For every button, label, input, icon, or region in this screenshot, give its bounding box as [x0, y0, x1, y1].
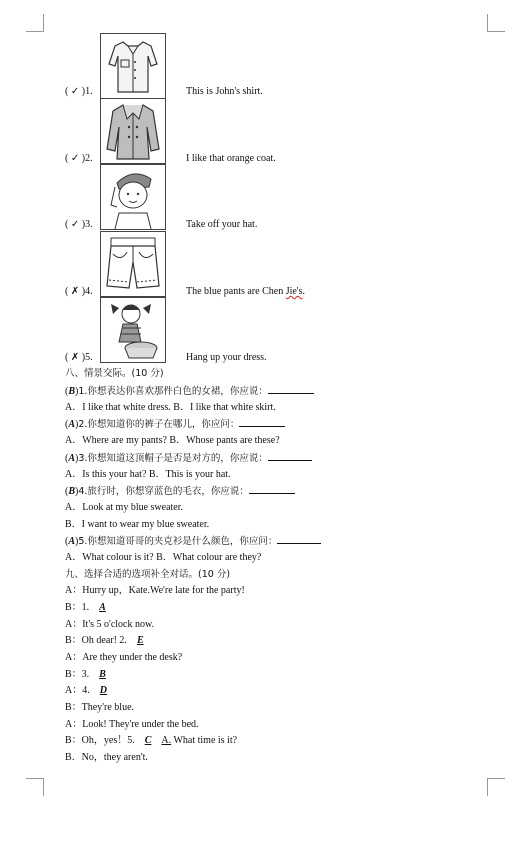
crop-mark-top-right-v	[487, 14, 488, 32]
picture-3-text: Take off your hat.	[186, 219, 258, 230]
girl-washing-icon	[101, 298, 165, 362]
answer-blank	[277, 534, 321, 544]
picture-girl-washing	[100, 297, 166, 363]
dialog-line-1: A：Hurry up，Kate.We're late for the party!	[65, 585, 245, 596]
s8-q3-stem: (A)3.你想知道这顶帽子是否是对方的，你应说：	[65, 451, 312, 465]
dialog-line-8: B：They're blue.	[65, 702, 135, 713]
coat-icon	[101, 99, 165, 163]
crop-mark-bottom-left-v	[43, 778, 44, 796]
answer-blank	[268, 384, 314, 394]
dialog-line-6: B：3. B	[65, 669, 106, 680]
answer-blank	[268, 451, 312, 461]
picture-3-number: ( ✓ )3.	[65, 219, 93, 230]
picture-2-text: I like that orange coat.	[186, 153, 276, 164]
s8-q2-stem: (A)2.你想知道你的裤子在哪儿，你应问：	[65, 417, 285, 431]
s8-q4-option-b: B．I want to wear my blue sweater.	[65, 519, 210, 530]
s8-q1-stem: (B)1.你想表达你喜欢那件白色的女裙，你应说：	[65, 384, 314, 398]
shirt-icon	[101, 34, 165, 98]
section-9-heading: 九、选择合适的选项补全对话。(10 分)	[65, 569, 231, 580]
pants-icon	[101, 232, 165, 296]
dialog-line-9: A：Look! They're under the bed.	[65, 719, 199, 730]
crop-mark-top-left-h	[26, 31, 44, 32]
hat-boy-icon	[101, 165, 165, 229]
picture-2-number: ( ✓ )2.	[65, 153, 93, 164]
dialog-line-7: A：4. D	[65, 685, 107, 696]
dialog-line-10: B：Oh，yes！5. C A. What time is it?	[65, 735, 238, 746]
s8-q3-options: A．Is this your hat? B．This is your hat.	[65, 469, 231, 480]
dialog-line-4: B：Oh dear! 2. E	[65, 635, 144, 646]
crop-mark-bottom-right-h	[487, 778, 505, 779]
picture-shirt	[100, 33, 166, 99]
s8-q1-options: A．I like that white dress. B．I like that white skirt.	[65, 402, 276, 413]
picture-pants	[100, 231, 166, 297]
picture-5-text: Hang up your dress.	[186, 352, 267, 363]
dialog-line-5: A：Are they under the desk?	[65, 652, 183, 663]
picture-4-text: The blue pants are Chen Jie's.	[186, 286, 305, 297]
section-8-heading: 八、情景交际。(10 分)	[65, 368, 164, 379]
picture-5-number: ( ✗ )5.	[65, 352, 93, 363]
crop-mark-top-left-v	[43, 14, 44, 32]
crop-mark-bottom-right-v	[487, 778, 488, 796]
picture-coat	[100, 98, 166, 164]
dialog-line-3: A：It's 5 o'clock now.	[65, 619, 155, 630]
picture-1-number: ( ✓ )1.	[65, 86, 93, 97]
picture-4-number: ( ✗ )4.	[65, 286, 93, 297]
picture-1-text: This is John's shirt.	[186, 86, 263, 97]
crop-mark-bottom-left-h	[26, 778, 44, 779]
answer-blank	[239, 417, 285, 427]
answer-blank	[249, 484, 295, 494]
picture-boy-hat	[100, 164, 166, 230]
dialog-line-11: B．No，they aren't.	[65, 752, 148, 763]
s8-q5-options: A．What colour is it? B．What colour are they?	[65, 552, 262, 563]
crop-mark-top-right-h	[487, 31, 505, 32]
s8-q4-option-a: A．Look at my blue sweater.	[65, 502, 184, 513]
s8-q2-options: A．Where are my pants? B．Whose pants are these?	[65, 435, 280, 446]
dialog-line-2: B：1. A	[65, 602, 106, 613]
s8-q5-stem: (A)5.你想知道哥哥的夹克衫是什么颜色，你应问：	[65, 534, 321, 548]
s8-q4-stem: (B)4.旅行时，你想穿蓝色的毛衣，你应说：	[65, 484, 295, 498]
